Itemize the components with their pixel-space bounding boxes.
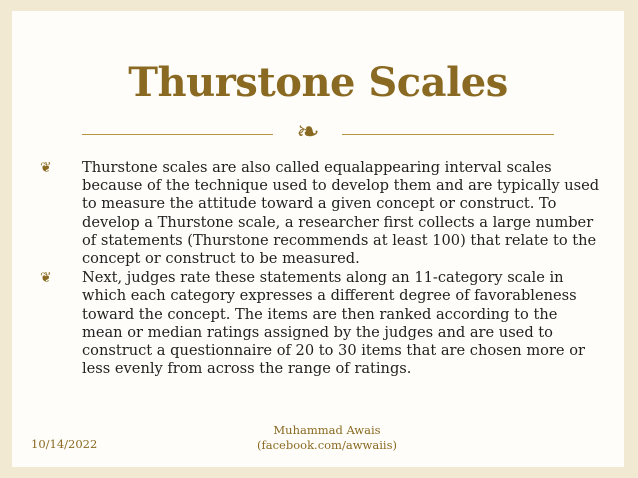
footer-author (237, 423, 417, 453)
ornament-icon: ❧ (296, 115, 320, 148)
footer-date: 10/14/2022 (31, 437, 98, 451)
title-divider-right (342, 134, 554, 135)
author-handle: (facebook.com/awwaiis) (257, 438, 397, 452)
bullet-text: Next, judges rate these statements along an 11-category scale in which each category expresses a different degree of favorableness toward the concept. The items are then ranked according to the mean or median ratings assigned by the judges and are used to construct a questionnaire of 20 to 30 items that are chosen more or less evenly from across the range of ratings. (82, 269, 585, 378)
ornament-bullet-icon: ❦ (40, 160, 52, 176)
ornament-bullet-icon: ❦ (40, 270, 52, 287)
bullet-item (40, 269, 600, 378)
bullet-list (40, 159, 600, 379)
title-divider-left (82, 134, 273, 135)
slide (12, 11, 624, 467)
bullet-item (40, 159, 600, 268)
slide-title: Thurstone Scales (128, 59, 508, 106)
bullet-text: Thurstone scales are also called equalappearing interval scales because of the technique used to develop them and are typically used to measure the attitude toward a given concept or construct. To develop a Thurstone scale, a researcher first collects a large number of statements (Thurstone recommends at least 100) that relate to the concept or construct to be measured. (82, 159, 600, 268)
author-name: Muhammad Awais (273, 423, 381, 437)
